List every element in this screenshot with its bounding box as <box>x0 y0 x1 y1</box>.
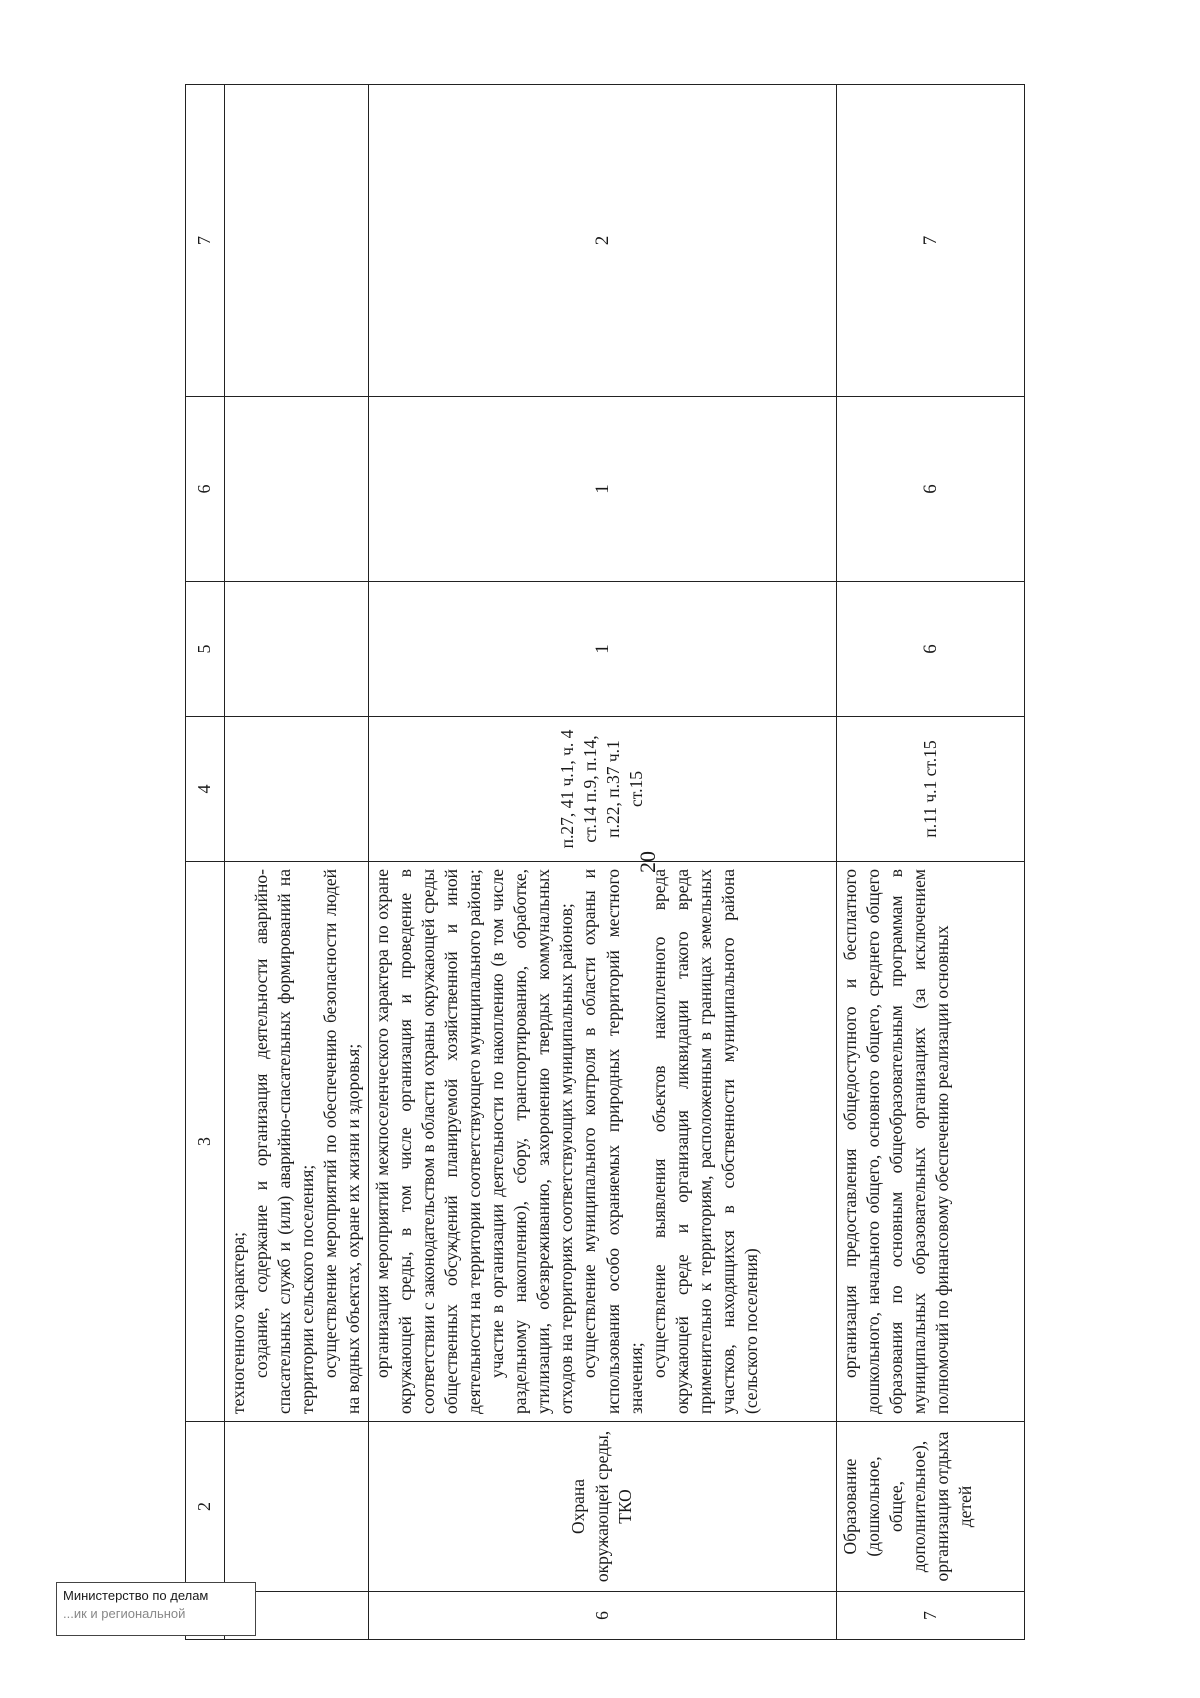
rotated-table-container <box>185 85 1025 1640</box>
row-paragraph: организация предоставления общедоступного и бесплатного дошкольного, начального общего, основного общего, среднего общего образования по основным общеобразовательным программам в муниципальных образовательных организациях (за исключением полномочий по финансовому обеспечению реализации основных <box>839 869 952 1414</box>
header-col-5: 5 <box>186 582 225 717</box>
table-row <box>836 85 1024 1640</box>
row-paragraph: организация мероприятий межпоселенческого характера по охране окружающей среды, в том числе организация и проведение в соответствии с законодательством в области охраны окружающей среды общественных обсуждений планируемой хозяйственной и иной деятельности на территории соответствующего муниципального района; <box>371 869 484 1414</box>
row-law-reference: п.11 ч.1 ст.15 <box>836 717 1024 862</box>
header-col-7: 7 <box>186 85 225 397</box>
row-name: Охрана окружающей среды, ТКО <box>368 1422 836 1592</box>
row-col-7 <box>225 85 369 397</box>
row-col-6: 1 <box>368 397 836 582</box>
row-description <box>836 862 1024 1422</box>
row-col-6 <box>225 397 369 582</box>
header-col-3: 3 <box>186 862 225 1422</box>
row-name <box>225 1422 369 1592</box>
row-paragraph: осуществление муниципального контроля в области охраны и использования особо охраняемых природных территорий местного значения; <box>579 869 646 1414</box>
row-law-reference: п.27, 41 ч.1, ч. 4 ст.14 п.9, п.14, п.22, п.37 ч.1 ст.15 <box>368 717 836 862</box>
row-col-7: 7 <box>836 85 1024 397</box>
table-row <box>368 85 836 1640</box>
header-col-2: 2 <box>186 1422 225 1592</box>
row-col-7: 2 <box>368 85 836 397</box>
row-col-6: 6 <box>836 397 1024 582</box>
row-paragraph: создание, содержание и организация деятельности аварийно-спасательных служб и (или) аварийно-спасательных формирований на территории сельского поселения; <box>251 869 318 1414</box>
row-law-reference <box>225 717 369 862</box>
row-col-5: 6 <box>836 582 1024 717</box>
header-col-4: 4 <box>186 717 225 862</box>
row-name: Образование (дошкольное, общее, дополнительное), организация отдыха детей <box>836 1422 1024 1592</box>
page-number: 20 <box>635 851 660 873</box>
competence-table <box>185 84 1025 1640</box>
row-number: 7 <box>836 1592 1024 1640</box>
row-paragraph: осуществление выявления объектов накопленного вреда окружающей среде и организация ликвидации такого вреда применительно к территориям, расположенным в границах земельных участков, находящихся в собственности муниципального района (сельского поселения) <box>648 869 762 1414</box>
row-number: 6 <box>368 1592 836 1640</box>
row-description <box>368 862 836 1422</box>
ministry-stamp <box>56 1582 256 1636</box>
table-row <box>225 85 369 1640</box>
stamp-line-1: Министерство по делам <box>63 1588 209 1603</box>
row-col-5: 1 <box>368 582 836 717</box>
row-paragraph: техногенного характера; <box>228 1232 248 1414</box>
table-header-row <box>186 85 225 1640</box>
header-col-6: 6 <box>186 397 225 582</box>
row-paragraph: осуществление мероприятий по обеспечению безопасности людей на водных объектах, охране их жизни и здоровья; <box>320 869 364 1414</box>
row-description <box>225 862 369 1422</box>
row-paragraph: участие в организации деятельности по накоплению (в том числе раздельному накоплению), сбору, транспортированию, обработке, утилизации, обезвреживанию, захоронению твердых коммунальных отходов на территориях соответствующих муниципальных районов; <box>487 869 577 1414</box>
row-col-5 <box>225 582 369 717</box>
stamp-line-2: ...ик и региональной <box>63 1605 186 1621</box>
